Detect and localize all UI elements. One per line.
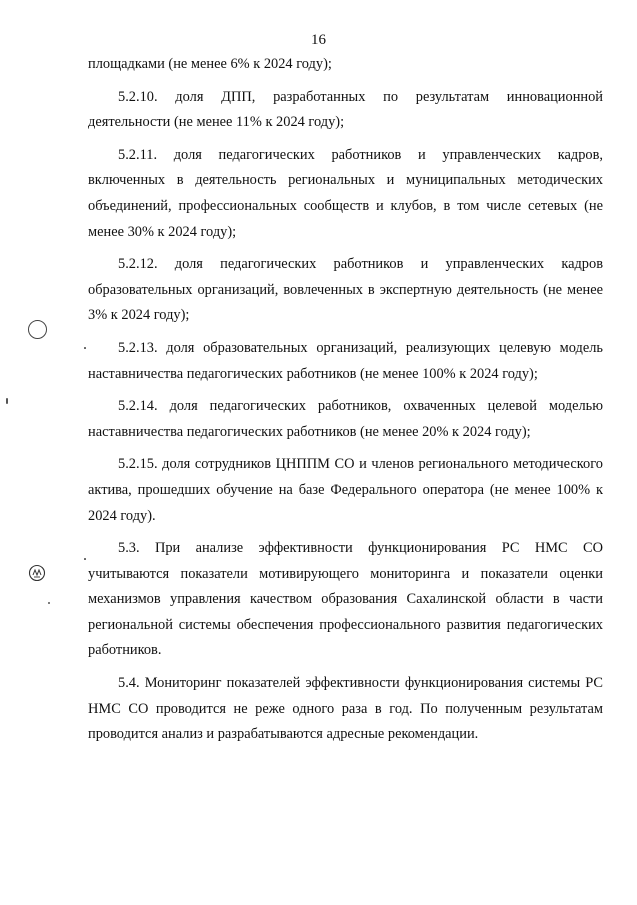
paragraph-5-2-12: 5.2.12. доля педагогических работников и управленческих кадров образовательных организаций, вовлеченных в экспертную деятельность (не менее 3% к 2024 году); [88,256,603,324]
scan-speck [84,347,86,349]
scan-speck [6,398,8,404]
paragraph-5-3: 5.3. При анализе эффективности функционирования РС НМС СО учитываются показатели мотивирующего мониторинга и показатели оценки механизмов управления качеством образования Сахалинской области в части региональной системы обеспечения профессионального развития педагогических работников. [88,540,603,659]
paragraph-5-2-13: 5.2.13. доля образовательных организаций, реализующих целевую модель наставничества педагогических работников (не менее 100% к 2024 году); [88,339,603,382]
document-body [88,52,603,755]
scan-speck [48,602,50,604]
paragraph-continuation: площадками (не менее 6% к 2024 году); [88,56,332,72]
scan-speck [84,558,86,560]
paragraph-5-4: 5.4. Мониторинг показателей эффективности функционирования системы РС НМС СО проводится не реже одного раза в год. По полученным результатам проводится анализ и разрабатываются адресные рекомендации. [88,675,603,743]
paragraph-5-2-10: 5.2.10. доля ДПП, разработанных по результатам инновационной деятельности (не менее 11% к 2024 году); [88,88,603,131]
page-number: 16 [311,32,326,48]
margin-stamp-icon [28,564,46,582]
paragraph-5-2-15: 5.2.15. доля сотрудников ЦНППМ СО и членов регионального методического актива, прошедших обучение на базе Федерального оператора (не менее 100% к 2024 году). [88,456,603,524]
paragraph-5-2-11: 5.2.11. доля педагогических работников и управленческих кадров, включенных в деятельность региональных и муниципальных методических объединений, профессиональных сообществ и клубов, в том числе сетевых (не менее 30% к 2024 году); [88,146,603,240]
paragraph-5-2-14: 5.2.14. доля педагогических работников, охваченных целевой моделью наставничества педагогических работников (не менее 20% к 2024 году); [88,398,603,440]
margin-circle-mark [28,320,47,339]
